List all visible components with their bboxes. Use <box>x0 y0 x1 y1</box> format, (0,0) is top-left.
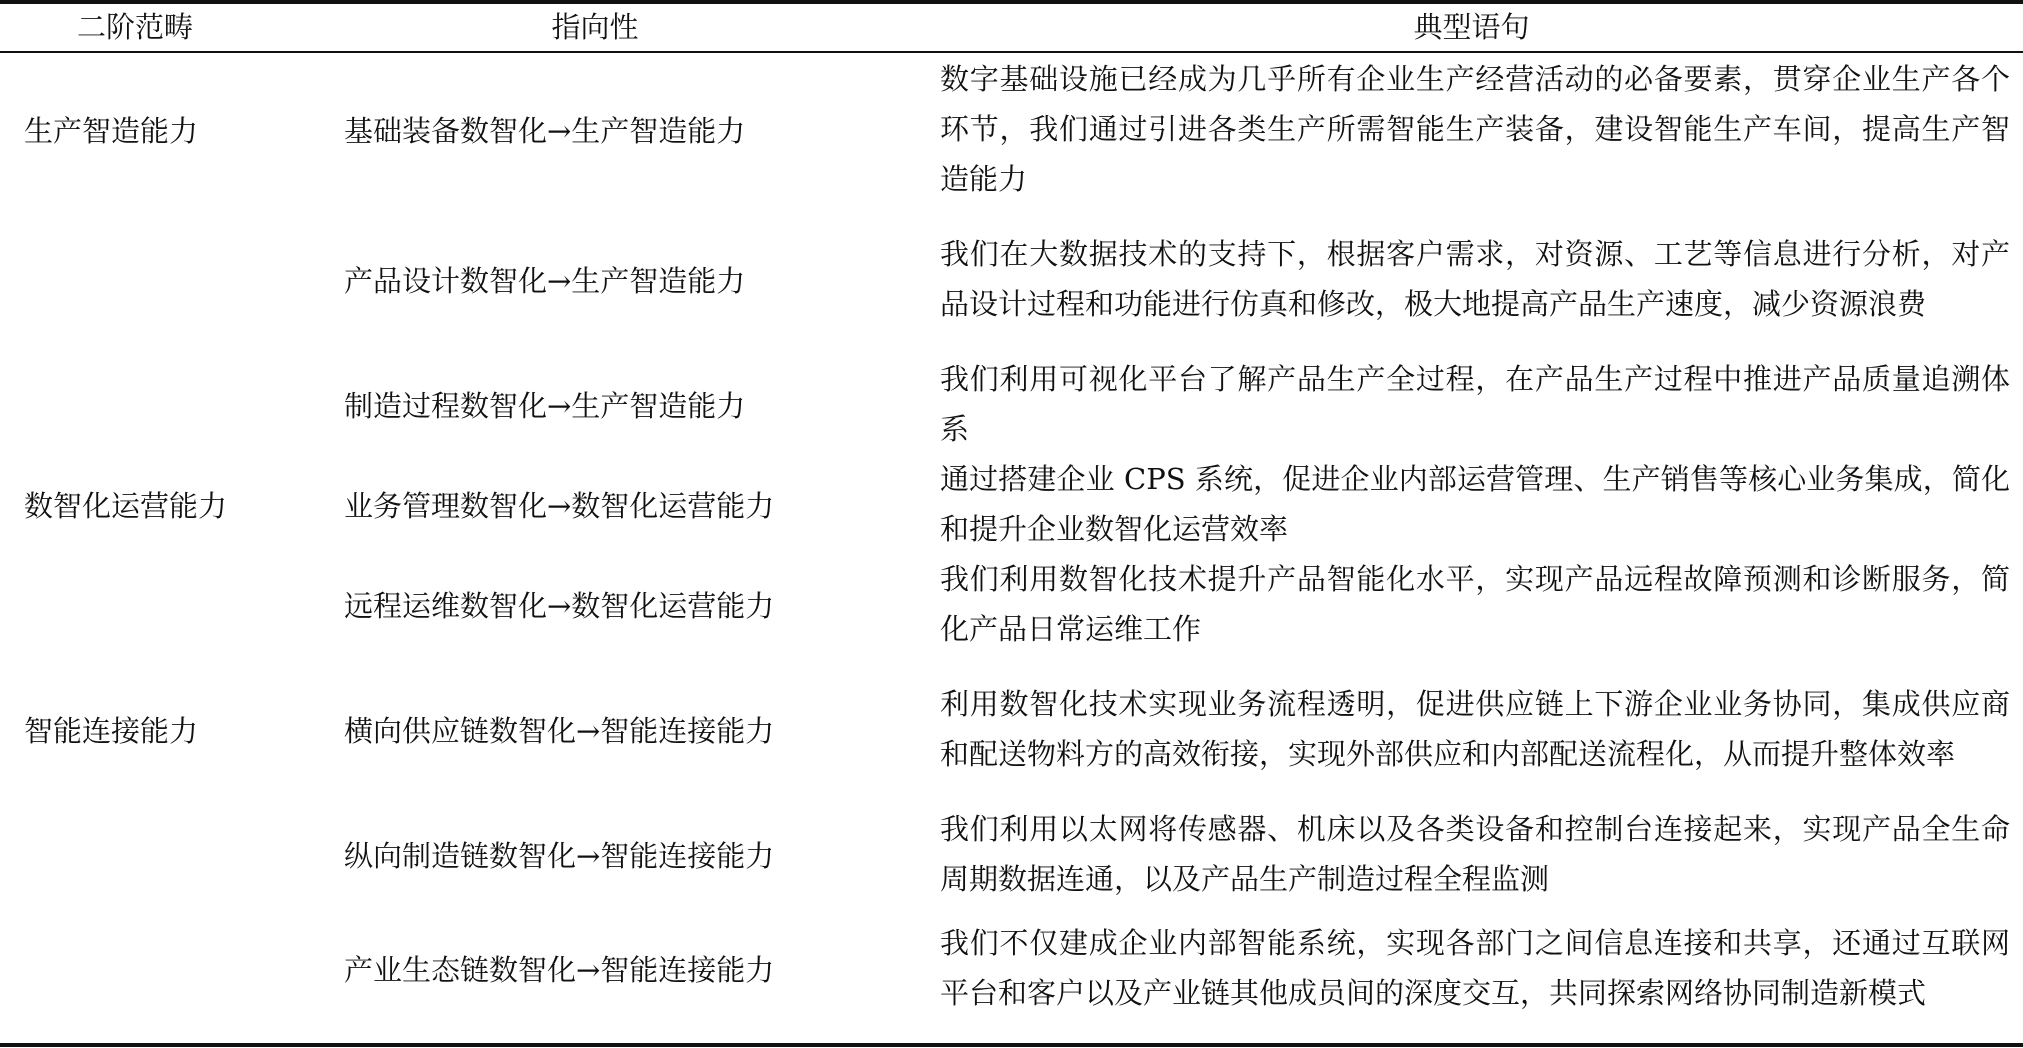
direction-cell: 远程运维数智化→数智化运营能力 <box>344 588 775 623</box>
sentence-cell: 我们在大数据技术的支持下，根据客户需求，对资源、工艺等信息进行分析，对产品设计过程和功能进行仿真和修改，极大地提高产品生产速度，减少资源浪费 <box>940 237 2010 321</box>
category-cell <box>24 893 344 1043</box>
table-bottom-rule <box>0 1043 2023 1047</box>
direction-cell: 纵向制造链数智化→智能连接能力 <box>344 838 775 873</box>
category-cell: 数智化运营能力 <box>24 488 228 523</box>
table-row <box>0 554 2023 654</box>
column-header-category: 二阶范畴 <box>76 10 193 44</box>
table-row <box>0 893 2023 1043</box>
sentence-cell: 我们利用以太网将传感器、机床以及各类设备和控制台连接起来，实现产品全生命周期数据连通，以及产品生产制造过程全程监测 <box>940 812 2010 896</box>
direction-cell: 产业生态链数智化→智能连接能力 <box>344 952 775 987</box>
category-cell <box>24 554 344 654</box>
table-row <box>0 354 2023 454</box>
sentence-cell: 数字基础设施已经成为几乎所有企业生产经营活动的必备要素，贯穿企业生产各个环节，我们通过引进各类生产所需智能生产装备，建设智能生产车间，提高生产智造能力 <box>940 62 2010 196</box>
category-cell <box>24 804 344 904</box>
sentence-cell: 我们不仅建成企业内部智能系统，实现各部门之间信息连接和共享，还通过互联网平台和客户以及产业链其他成员间的深度交互，共同探索网络协同制造新模式 <box>940 926 2010 1010</box>
direction-cell: 制造过程数智化→生产智造能力 <box>344 388 746 423</box>
sentence-cell: 我们利用可视化平台了解产品生产全过程，在产品生产过程中推进产品质量追溯体系 <box>940 362 2010 446</box>
category-cell: 生产智造能力 <box>24 113 199 148</box>
table-header-rule <box>0 51 2023 53</box>
table-row <box>0 54 2023 204</box>
category-cell <box>24 354 344 454</box>
direction-cell: 业务管理数智化→数智化运营能力 <box>344 488 775 523</box>
category-cell: 智能连接能力 <box>24 713 199 748</box>
sentence-cell: 通过搭建企业 CPS 系统，促进企业内部运营管理、生产销售等核心业务集成，简化和提升企业数智化运营效率 <box>940 462 2010 546</box>
column-header-direction: 指向性 <box>551 10 639 44</box>
sentence-cell: 我们利用数智化技术提升产品智能化水平，实现产品远程故障预测和诊断服务，简化产品日常运维工作 <box>940 562 2010 646</box>
table-row <box>0 204 2023 354</box>
direction-cell: 基础装备数智化→生产智造能力 <box>344 113 746 148</box>
table-row <box>0 454 2023 554</box>
direction-cell: 横向供应链数智化→智能连接能力 <box>344 713 775 748</box>
direction-cell: 产品设计数智化→生产智造能力 <box>344 263 746 298</box>
table-row <box>0 654 2023 804</box>
sentence-cell: 利用数智化技术实现业务流程透明，促进供应链上下游企业业务协同，集成供应商和配送物料方的高效衔接，实现外部供应和内部配送流程化，从而提升整体效率 <box>940 687 2010 771</box>
column-header-sentence: 典型语句 <box>1413 10 1530 44</box>
category-cell <box>24 204 344 354</box>
table-row <box>0 804 2023 904</box>
